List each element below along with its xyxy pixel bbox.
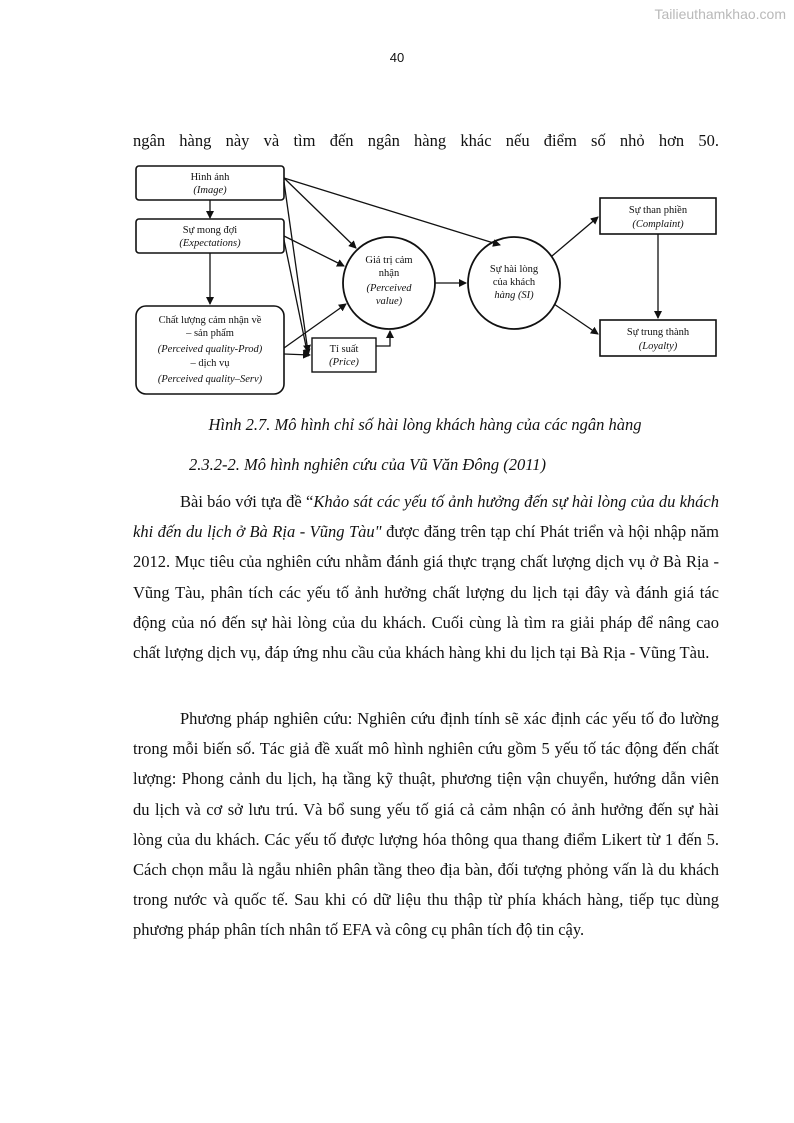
arrow-quality-price (284, 354, 310, 355)
node-complaint-en: (Complaint) (632, 219, 684, 230)
watermark: Tailieuthamkhao.com (654, 6, 786, 22)
figure-caption: Hình 2.7. Mô hình chỉ số hài lòng khách hàng của các ngân hàng (208, 415, 642, 434)
arrow-image-satisfaction (284, 178, 500, 245)
csi-model-diagram (128, 160, 728, 400)
lead-line: ngân hàng này và tìm đến ngân hàng khác nếu điểm số nhỏ hơn 50. (133, 131, 719, 150)
arrow-expectations-value (284, 236, 344, 266)
arrow-expectations-price (284, 240, 308, 356)
node-image-en: (Image) (193, 185, 227, 196)
node-quality-line2: – sản phẩm (186, 328, 234, 339)
arrow-image-price (284, 182, 308, 352)
section-subheading: 2.3.2-2. Mô hình nghiên cứu của Vũ Văn Đông (2011) (189, 455, 546, 474)
node-loyalty-label: Sự trung thành (626, 327, 690, 338)
node-expectations-en: (Expectations) (179, 238, 241, 249)
node-expectations (136, 219, 284, 253)
node-quality-line1: Chất lượng cảm nhận về (158, 315, 262, 326)
node-satisfaction-line2: của khách (492, 277, 536, 288)
node-perceived-quality (136, 306, 284, 394)
node-expectations-label: Sự mong đợi (182, 225, 238, 236)
node-price (312, 338, 376, 372)
paragraph-2: Phương pháp nghiên cứu: Nghiên cứu định tính sẽ xác định các yếu tố đo lường trong mỗi biến số. Tác giả đề xuất mô hình nghiên cứu gồm 5 yếu tố tác động đến chất lượng: Phong cảnh du lịch, hạ tầng kỹ thuật, phương tiện vận chuyển, hướng dẫn viên du lịch và cơ sở lưu trú. Và bổ sung yếu tố giá cả cảm nhận có ảnh hưởng đến sự hài lòng của du khách. Các yếu tố được lượng hóa thông qua thang điểm Likert từ 1 đến 5. Cách chọn mẫu là ngẫu nhiên phân tầng theo địa bàn, đối tượng phỏng vấn là du khách trong nước và quốc tế. Sau khi có dữ liệu thu thập từ phía khách hàng, tiếp tục dùng phương pháp phân tích nhân tố EFA và công cụ phân tích độ tin cậy. (133, 709, 719, 940)
node-image-label: Hình ảnh (190, 172, 230, 183)
paragraph-1-pre: Bài báo với tựa đề “ (180, 492, 314, 511)
node-perceived-value (343, 237, 435, 329)
node-value-line2: nhận (378, 268, 400, 279)
node-value-line3: (Perceived (366, 283, 412, 294)
node-satisfaction-line3: hàng (SI) (494, 290, 534, 301)
paragraph-1-body: được đăng trên tạp chí Phát triển và hội nhập năm 2012. Mục tiêu của nghiên cứu nhằm đánh giá thực trạng chất lượng dịch vụ ở Bà Rịa - Vũng Tàu, phân tích các yếu tố ảnh hưởng chất lượng du lịch tại đây và đánh giá tác động của nó đến sự hài lòng của du khách. Cuối cùng là tìm ra giải pháp để nâng cao chất lượng dịch vụ, đáp ứng nhu cầu của khách hàng khi du lịch tại Bà Rịa - Vũng Tàu. (133, 522, 719, 663)
paragraph-1 (133, 487, 719, 668)
node-loyalty-en: (Loyalty) (638, 341, 678, 352)
node-satisfaction (468, 237, 560, 329)
node-quality-line3: (Perceived quality-Prod) (157, 344, 263, 355)
node-complaint-label: Sự than phiền (628, 205, 688, 216)
node-complaint (600, 198, 716, 234)
arrow-price-value (376, 331, 390, 346)
node-price-label: Tỉ suất (329, 344, 359, 355)
node-quality-line4: – dịch vụ (190, 358, 230, 369)
arrow-satisfaction-loyalty (554, 304, 598, 334)
arrow-satisfaction-complaint (552, 217, 598, 256)
node-loyalty (600, 320, 716, 356)
node-value-line4: value) (375, 296, 403, 307)
paragraph-1-article-title: Khảo sát các yếu tố ảnh hưởng đến sự hài lòng của du khách khi đến du lịch ở Bà Rịa - Vũng Tàu" (133, 492, 720, 542)
node-satisfaction-line1: Sự hài lòng (489, 264, 539, 275)
page-number: 40 (389, 50, 405, 65)
node-price-en: (Price) (329, 357, 359, 368)
node-value-line1: Giá trị cảm (365, 255, 413, 266)
node-quality-line5: (Perceived quality–Serv) (157, 374, 263, 385)
node-image (136, 166, 284, 200)
